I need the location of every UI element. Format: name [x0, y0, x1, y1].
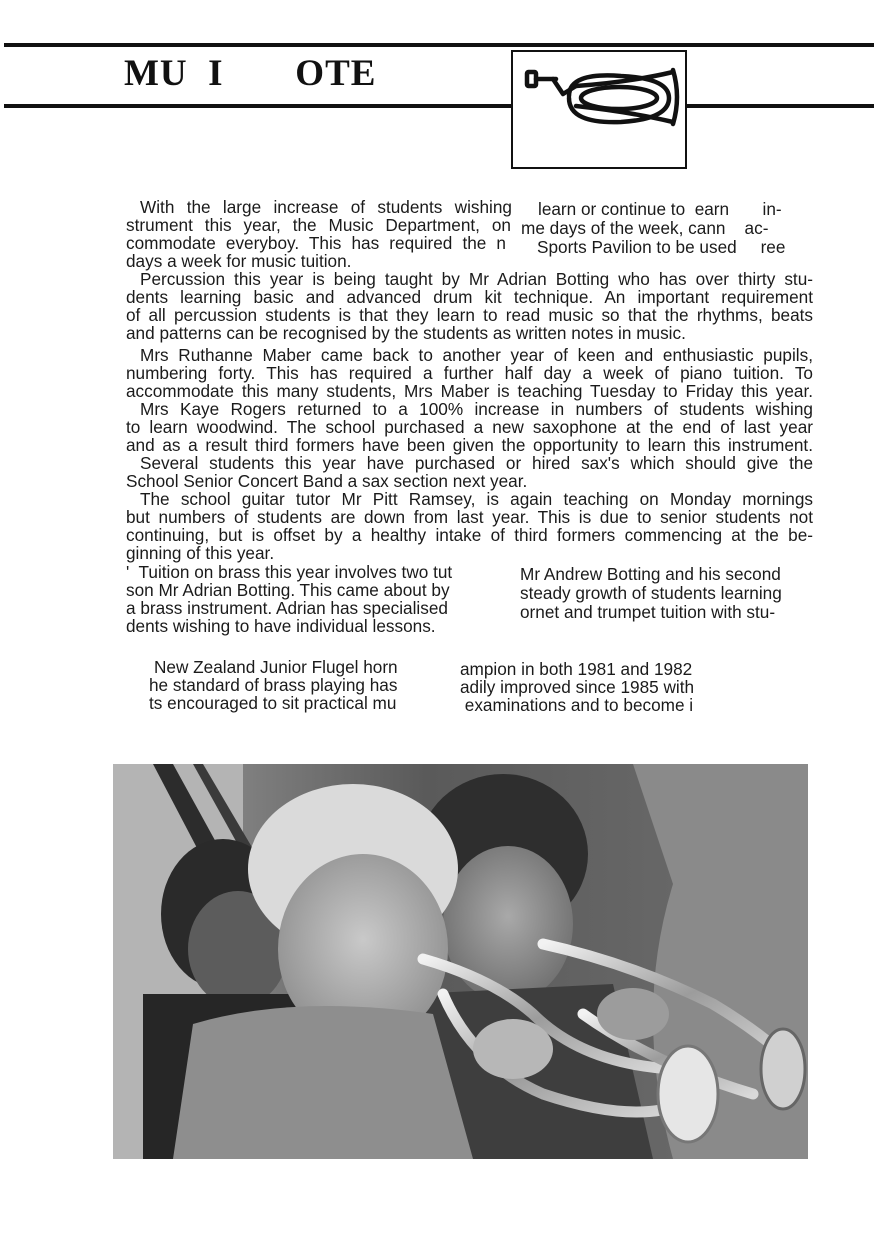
text-line: dents wishing to have individual lessons. — [126, 616, 436, 636]
text-line: to learn woodwind. The school purchased a new saxophone at the end of last year — [126, 417, 813, 437]
text-line: adily improved since 1985 with — [460, 677, 695, 697]
text-line: ' Tuition on brass this year involves two tut — [126, 562, 453, 582]
text-line: me days of the week, cann ac- — [521, 218, 769, 238]
text-line: strument this year, the Music Department, on — [126, 215, 511, 235]
section-logo — [511, 50, 687, 169]
page-title: MU I OTE — [124, 53, 377, 94]
text-line: New Zealand Junior Flugel horn — [154, 657, 398, 677]
text-line: son Mr Adrian Botting. This came about by — [126, 580, 450, 600]
text-line: examinations and to become i — [460, 695, 694, 715]
header-top-rule — [4, 43, 874, 47]
text-line: learn or continue to earn in- — [538, 199, 782, 219]
text-line: ts encouraged to sit practical mu — [149, 693, 397, 713]
text-line: ginning of this year. — [126, 543, 275, 563]
text-line: of all percussion students is that they learn to read music so that the rhythms, beats — [126, 305, 813, 325]
paragraph-saxophone: Several students this year have purchased or hired sax's which should give the — [140, 453, 813, 473]
band-photograph — [113, 764, 808, 1159]
text-line: steady growth of students learning — [520, 583, 782, 603]
text-line: Mr Andrew Botting and his second — [520, 564, 781, 584]
text-line: With the large increase of students wishing — [140, 197, 512, 217]
bugle-icon — [521, 64, 681, 159]
text-line: and patterns can be recognised by the students as written notes in music. — [126, 323, 686, 343]
text-line: commodate everyboy. This has required the n — [126, 233, 506, 253]
header-bottom-rule-right — [687, 104, 874, 108]
text-line: but numbers of students are down from last year. This is due to senior students not — [126, 507, 813, 527]
text-line: a brass instrument. Adrian has specialised — [126, 598, 448, 618]
paragraph-guitar: The school guitar tutor Mr Pitt Ramsey, is again teaching on Monday mornings — [140, 489, 813, 509]
text-line: ampion in both 1981 and 1982 — [460, 659, 693, 679]
paragraph-percussion: Percussion this year is being taught by Mr Adrian Botting who has over thirty stu- — [140, 269, 813, 289]
photo-illustration — [113, 764, 808, 1159]
paragraph-piano: Mrs Ruthanne Maber came back to another year of keen and enthusiastic pupils, — [140, 345, 813, 365]
header-bottom-rule-left — [4, 104, 513, 108]
text-line: ornet and trumpet tuition with stu- — [520, 602, 776, 622]
text-line: dents learning basic and advanced drum kit technique. An important requirement — [126, 287, 813, 307]
text-line: Sports Pavilion to be used ree — [537, 237, 786, 257]
text-line: continuing, but is offset by a healthy intake of third formers commencing at the be- — [126, 525, 813, 545]
text-line: and as a result third formers have been given the opportunity to learn this instrument. — [126, 435, 813, 455]
text-line: numbering forty. This has required a further half day a week of piano tuition. To — [126, 363, 813, 383]
text-line: School Senior Concert Band a sax section next year. — [126, 471, 528, 491]
text-line: accommodate this many students, Mrs Maber is teaching Tuesday to Friday this year. — [126, 381, 813, 401]
text-line: days a week for music tuition. — [126, 251, 352, 271]
paragraph-woodwind: Mrs Kaye Rogers returned to a 100% increase in numbers of students wishing — [140, 399, 813, 419]
text-line: he standard of brass playing has — [149, 675, 398, 695]
